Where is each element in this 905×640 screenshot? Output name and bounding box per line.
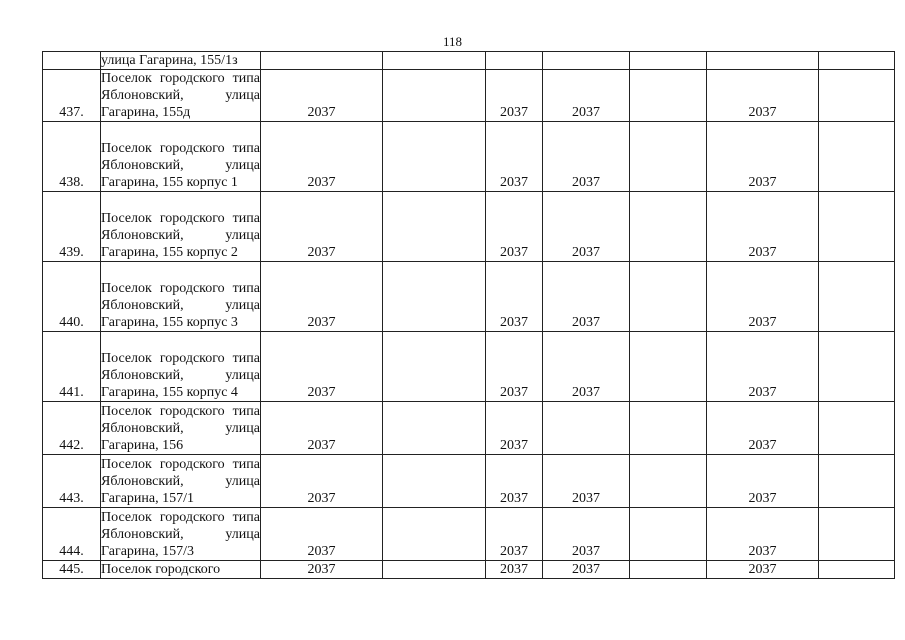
value-cell [261,52,383,70]
value-cell [630,561,707,579]
value-cell [630,52,707,70]
year-cell: 2037 [707,122,819,192]
value-cell [819,332,895,402]
year-cell: 2037 [486,70,543,122]
year-cell: 2037 [543,332,630,402]
year-cell: 2037 [707,455,819,508]
year-cell: 2037 [543,122,630,192]
year-cell: 2037 [707,402,819,455]
year-cell: 2037 [543,508,630,561]
value-cell [630,455,707,508]
value-cell [819,455,895,508]
year-cell: 2037 [707,262,819,332]
address-cell: Поселок городского типа Яблоновский, улица Гагарина, 155 корпус 3 [101,262,261,332]
year-cell: 2037 [707,192,819,262]
row-number-cell: 441. [43,332,101,402]
year-cell: 2037 [543,70,630,122]
value-cell [383,455,486,508]
year-cell: 2037 [486,122,543,192]
year-cell: 2037 [486,262,543,332]
row-number-cell [43,52,101,70]
table-row [43,402,895,455]
year-cell: 2037 [486,402,543,455]
year-cell: 2037 [543,192,630,262]
year-cell: 2037 [261,332,383,402]
year-cell: 2037 [707,70,819,122]
value-cell [630,192,707,262]
year-cell: 2037 [261,262,383,332]
year-cell: 2037 [486,192,543,262]
address-cell: Поселок городского типа Яблоновский, улица Гагарина, 157/1 [101,455,261,508]
value-cell [383,402,486,455]
address-cell: улица Гагарина, 155/1з [101,52,261,70]
year-cell: 2037 [486,455,543,508]
value-cell [819,402,895,455]
value-cell [383,332,486,402]
year-cell: 2037 [543,262,630,332]
table-row [43,455,895,508]
year-cell: 2037 [707,508,819,561]
year-cell: 2037 [261,70,383,122]
value-cell [819,70,895,122]
value-cell [630,262,707,332]
value-cell [819,561,895,579]
value-cell [630,402,707,455]
year-cell: 2037 [707,332,819,402]
row-number-cell: 445. [43,561,101,579]
year-cell: 2037 [261,402,383,455]
table-row [43,508,895,561]
row-number-cell: 439. [43,192,101,262]
year-cell: 2037 [543,455,630,508]
value-cell [630,70,707,122]
value-cell [383,561,486,579]
value-cell [819,122,895,192]
address-cell: Поселок городского типа Яблоновский, улица Гагарина, 155 корпус 4 [101,332,261,402]
value-cell [819,262,895,332]
value-cell [630,332,707,402]
table-row [43,262,895,332]
address-cell: Поселок городского типа Яблоновский, улица Гагарина, 157/3 [101,508,261,561]
value-cell [383,52,486,70]
table-row [43,70,895,122]
year-cell: 2037 [261,192,383,262]
value-cell [543,52,630,70]
value-cell [630,508,707,561]
value-cell [383,122,486,192]
row-number-cell: 443. [43,455,101,508]
address-cell: Поселок городского типа Яблоновский, улица Гагарина, 155д [101,71,260,120]
table-row [43,122,895,192]
value-cell [383,70,486,122]
row-number-cell: 438. [43,122,101,192]
table-row [43,561,895,579]
page-number: 118 [442,34,463,49]
address-cell: Поселок городского типа Яблоновский, улица Гагарина, 155 корпус 1 [101,122,261,192]
value-cell [707,52,819,70]
year-cell: 2037 [486,332,543,402]
value-cell [630,122,707,192]
table-row [43,52,895,70]
address-cell: Поселок городского [101,561,261,579]
value-cell [819,192,895,262]
row-number-cell: 444. [43,508,101,561]
year-cell: 2037 [486,508,543,561]
year-cell: 2037 [261,455,383,508]
year-cell: 2037 [261,561,383,579]
value-cell [819,508,895,561]
year-cell: 2037 [261,122,383,192]
year-cell: 2037 [543,561,630,579]
table-row [43,332,895,402]
row-number-cell: 442. [43,402,101,455]
value-cell [383,192,486,262]
address-cell: Поселок городского типа Яблоновский, улица Гагарина, 155 корпус 2 [101,192,261,262]
address-cell: Поселок городского типа Яблоновский, улица Гагарина, 156 [101,402,261,455]
value-cell [383,508,486,561]
row-number-cell: 437. [43,70,101,122]
year-cell: 2037 [707,561,819,579]
value-cell [383,262,486,332]
value-cell [819,52,895,70]
address-table [42,51,895,579]
year-cell [543,402,630,455]
year-cell: 2037 [261,508,383,561]
table-row [43,192,895,262]
year-cell: 2037 [486,561,543,579]
value-cell [486,52,543,70]
row-number-cell: 440. [43,262,101,332]
